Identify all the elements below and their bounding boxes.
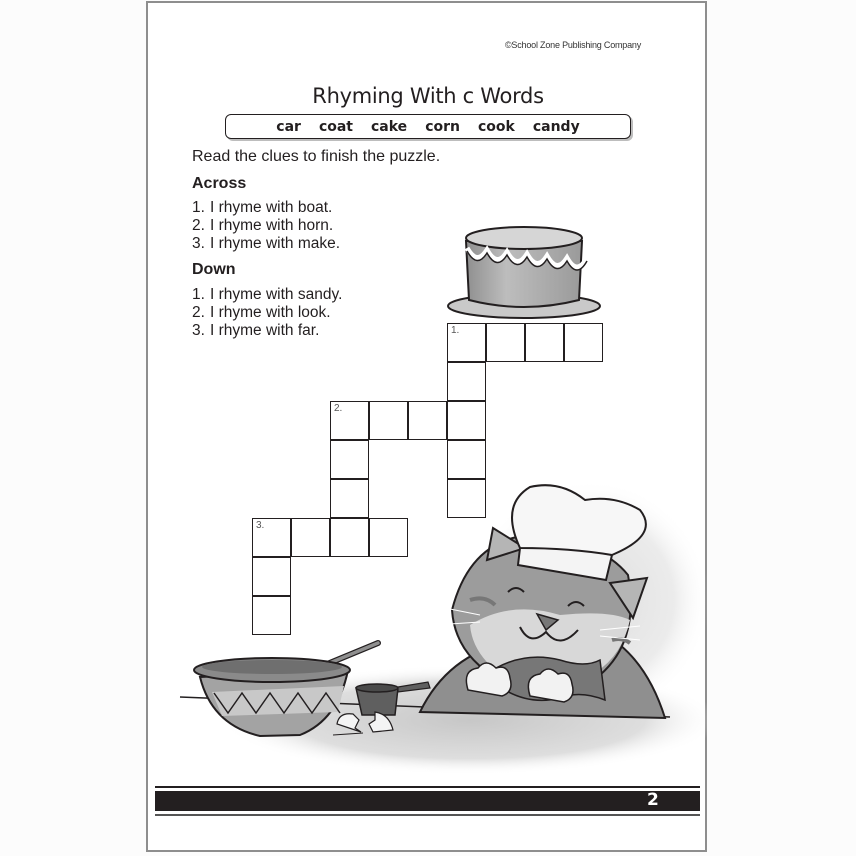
clue-number: 3. <box>192 322 205 339</box>
instructions: Read the clues to finish the puzzle. <box>192 148 441 165</box>
word-bank-item: corn <box>425 118 460 135</box>
word-bank-item: car <box>276 118 301 135</box>
clue-number: 2. <box>192 304 205 321</box>
crossword-cell[interactable] <box>447 362 486 401</box>
crossword-cell[interactable] <box>291 518 330 557</box>
clue-number: 1. <box>192 286 205 303</box>
cell-number: 1. <box>451 325 460 336</box>
clue-text: I rhyme with boat. <box>210 199 333 216</box>
clue-text: I rhyme with make. <box>210 235 341 252</box>
crossword-cell[interactable] <box>252 557 291 596</box>
clue-number: 3. <box>192 235 205 252</box>
cake-icon <box>448 227 600 318</box>
down-heading: Down <box>192 261 236 278</box>
crossword-cell[interactable] <box>330 401 369 440</box>
footer-bar <box>155 791 700 811</box>
chef-cat-icon <box>420 485 665 718</box>
footer-rule-top <box>155 786 700 788</box>
page-number: 2 <box>647 790 659 810</box>
clue-text: I rhyme with horn. <box>210 217 334 234</box>
word-bank-item: cook <box>477 118 515 135</box>
crossword-cell[interactable] <box>330 518 369 557</box>
clue-text: I rhyme with sandy. <box>210 286 343 303</box>
page-title: Rhyming With c Words <box>312 84 544 108</box>
crossword-cell[interactable] <box>408 401 447 440</box>
crossword-cell[interactable] <box>330 440 369 479</box>
cell-number: 2. <box>334 403 343 414</box>
clue-number: 2. <box>192 217 205 234</box>
cell-number: 3. <box>256 520 265 531</box>
crossword-cell[interactable] <box>330 479 369 518</box>
crossword-cell[interactable] <box>486 323 525 362</box>
word-bank-item: cake <box>371 118 408 135</box>
crossword-cell[interactable] <box>369 401 408 440</box>
across-heading: Across <box>192 175 247 192</box>
crossword-cell[interactable] <box>564 323 603 362</box>
crossword-cell[interactable] <box>447 440 486 479</box>
word-bank-item: candy <box>532 118 580 135</box>
crossword-cell[interactable] <box>447 323 486 362</box>
clue-text: I rhyme with far. <box>210 322 320 339</box>
crossword-cell[interactable] <box>369 518 408 557</box>
crossword-cell[interactable] <box>525 323 564 362</box>
crossword-cell[interactable] <box>252 596 291 635</box>
clue-text: I rhyme with look. <box>210 304 331 321</box>
clue-number: 1. <box>192 199 205 216</box>
crossword-cell[interactable] <box>252 518 291 557</box>
copyright-notice: ©School Zone Publishing Company <box>505 40 642 50</box>
crossword-cell[interactable] <box>447 401 486 440</box>
word-bank-item: coat <box>318 118 353 135</box>
footer-rule-bottom <box>155 814 700 816</box>
crossword-cell[interactable] <box>447 479 486 518</box>
